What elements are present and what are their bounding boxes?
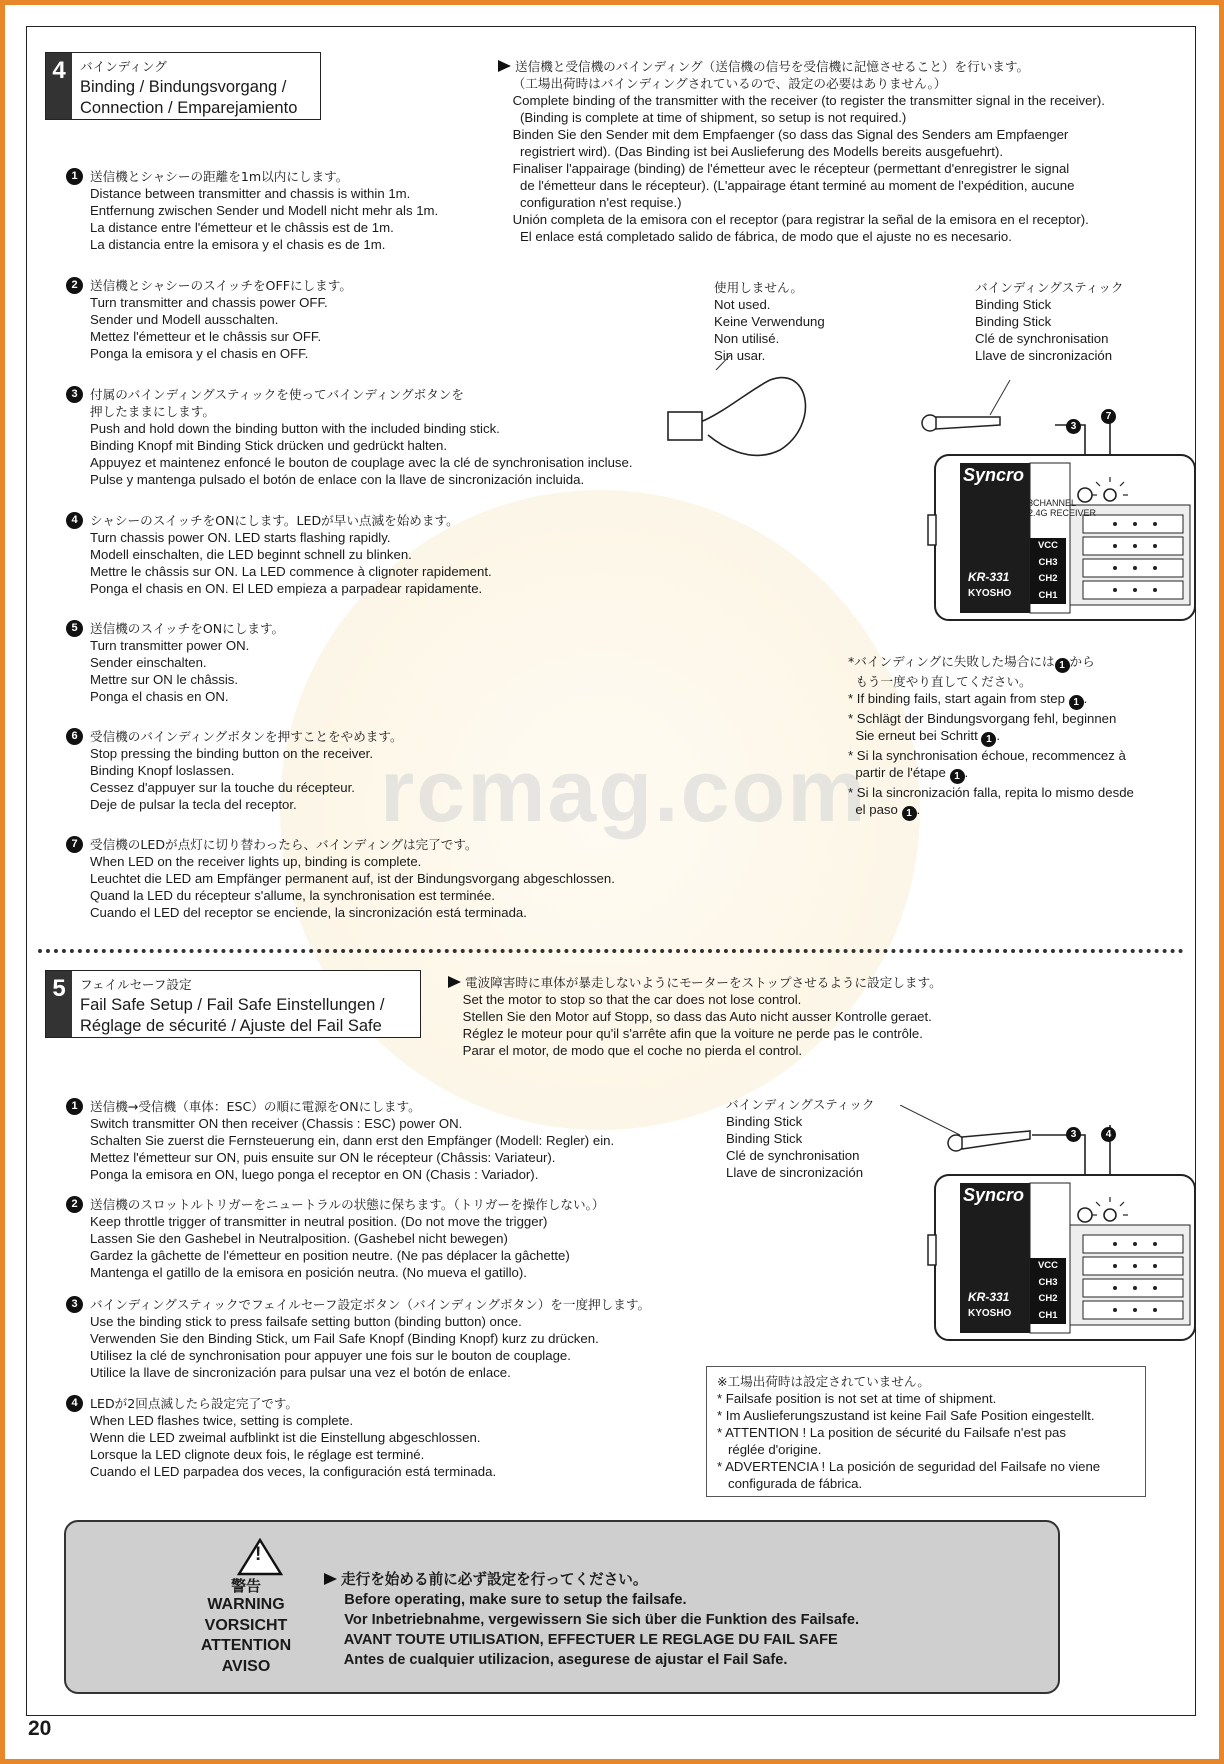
binding-diagram xyxy=(660,355,1200,625)
warning-labels: 警告 WARNING VORSICHT ATTENTION AVISO xyxy=(200,1577,292,1675)
section-5-heading xyxy=(45,970,421,1038)
not-used-label: 使用しません。 Not used. Keine Verwendung Non utilisé. Sin usar. xyxy=(714,280,825,363)
shipment-note-box: ※工場出荷時は設定されていません。 * Failsafe position is not set at time of shipment. * Im Auslieferungszustand ist keine Fail Safe Position eingestellt. * ATTENTION ! La position de sécurité du Failsafe n'est pas réglée d'origine. * ADVERTENCIA ! La posición de seguridad del Failsafe no viene configurada de fábrica. xyxy=(706,1366,1146,1497)
step-number: 6 xyxy=(66,728,83,745)
receiver-maker-2: KYOSHO xyxy=(968,1308,1012,1319)
warning-mark: ! xyxy=(255,1544,262,1565)
step-number: 3 xyxy=(66,1296,83,1313)
receiver-brand: Syncro xyxy=(963,465,1025,485)
section-divider xyxy=(38,949,1184,953)
led-icon xyxy=(1104,1209,1116,1221)
receiver-model-2: KR-331 xyxy=(968,1290,1010,1304)
binding-stick-icon xyxy=(948,1131,1030,1151)
step-number: 4 xyxy=(66,512,83,529)
step-number: 2 xyxy=(66,277,83,294)
arrow-right-icon xyxy=(498,60,511,72)
step-number: 1 xyxy=(66,1098,83,1115)
failsafe-diagram xyxy=(660,1105,1200,1345)
step-number: 7 xyxy=(66,836,83,853)
section-4-number: 4 xyxy=(46,53,72,119)
led-icon xyxy=(1104,489,1116,501)
step-number: 1 xyxy=(66,168,83,185)
step-number: 4 xyxy=(66,1395,83,1412)
arrow-right-icon xyxy=(448,976,461,988)
warning-text: 走行を始める前に必ず設定を行ってください。 Before operating, make sure to setup the failsafe. Vor Inbetriebnahme, vergewissern Sie sich über die Funktion des Failsafe. AVANT TOUTE UTILISATION, EFFECTUER LE REGLAGE DU FAIL SAFE Antes de cualquier utilizacion, asegurese de ajustar el Fail Safe. xyxy=(324,1570,859,1670)
section-5-number: 5 xyxy=(46,971,72,1037)
receiver-channel-labels: VCC CH3 CH2 CH1 xyxy=(1030,538,1066,604)
callout-7: 7 xyxy=(1101,404,1116,424)
callout-3-fs: 3 xyxy=(1066,1122,1081,1142)
section-4-heading xyxy=(45,52,321,120)
binding-stick-label-2: バインディングスティック Binding Stick Binding Stick Clé de synchronisation Llave de sincronización xyxy=(726,1097,875,1180)
receiver-sub: 3CHANNEL 2.4G RECEIVER xyxy=(1028,498,1097,518)
bind-button-icon xyxy=(1078,1208,1092,1222)
binding-stick-icon xyxy=(922,415,1000,431)
step-number: 2 xyxy=(66,1196,83,1213)
callout-3: 3 xyxy=(1066,414,1081,434)
warning-box xyxy=(64,1520,1060,1694)
watermark-text: rcmag.com xyxy=(380,741,868,840)
section-5-title: フェイルセーフ設定 Fail Safe Setup / Fail Safe Einstellungen / Réglage de sécurité / Ajuste del Fail Safe xyxy=(80,977,385,1035)
receiver-channel-labels-2: VCC CH3 CH2 CH1 xyxy=(1030,1258,1066,1324)
receiver-brand-2: Syncro xyxy=(963,1185,1025,1205)
binding-stick-label: バインディングスティック Binding Stick Binding Stick Clé de synchronisation Llave de sincronización xyxy=(975,280,1124,363)
page-number: 20 xyxy=(28,1717,52,1740)
callout-4-fs: 4 xyxy=(1101,1122,1116,1142)
binding-fail-note: *バインディングに失敗した場合には 1 から もう一度やり直してください。 * If binding fails, start again from step 1 . * Schlägt der Bindungsvorgang fehl, beginnen Sie erneut bei Schritt 1 . * Si la synchronisation échoue, recommencez à partir de l'étape 1 . * Si la sincronización falla, repita lo mismo desde el paso 1 . xyxy=(848,654,1134,819)
section-4-intro: 送信機と受信機のバインディング（送信機の信号を受信機に記憶させること）を行います。 （工場出荷時はバインディングされているので、設定の必要はありません。） Complete binding of the transmitter with the receiver (to register the transmitter signal in the receiver). (Binding is complete at time of shipment, so setup is not required.) Binden Sie den Sender mit dem Empfaenger (so dass das Signal des Senders am Empfaenger registriert wird). (Das Binding ist bei Auslieferung des Modells bereits ausgefuehrt). Finaliser l'appairage (binding) de l'émetteur avec le récepteur (permettant d'enregistrer le signal de l'émetteur dans le récepteur). (L'appairage étant terminé au moment de l'expédition, aucune configuration n'est requise.) Unión completa de la emisora con el receptor (para registrar la señal de la emisora en el receptor). El enlace está completado salido de fábrica, de modo que el ajuste no es necesario. xyxy=(498,58,1105,245)
section-4-title: バインディング Binding / Bindungsvorgang / Connection / Emparejamiento xyxy=(80,59,298,117)
section-5-intro: 電波障害時に車体が暴走しないようにモーターをストップさせるように設定します。 Set the motor to stop so that the car does not lose control. Stellen Sie den Motor auf Stopp, so dass das Auto nicht ausser Kontrolle geraet. Réglez le moteur pour qu'il s'arrête afin que la voiture ne perde pas le contrôle. Parar el motor, de modo que el coche no pierda el control. xyxy=(448,974,942,1059)
arrow-right-icon xyxy=(324,1573,337,1585)
step-number: 5 xyxy=(66,620,83,637)
step-number: 3 xyxy=(66,386,83,403)
connector-plug-icon xyxy=(668,412,702,440)
receiver-maker: KYOSHO xyxy=(968,588,1012,599)
receiver-model: KR-331 xyxy=(968,570,1010,584)
